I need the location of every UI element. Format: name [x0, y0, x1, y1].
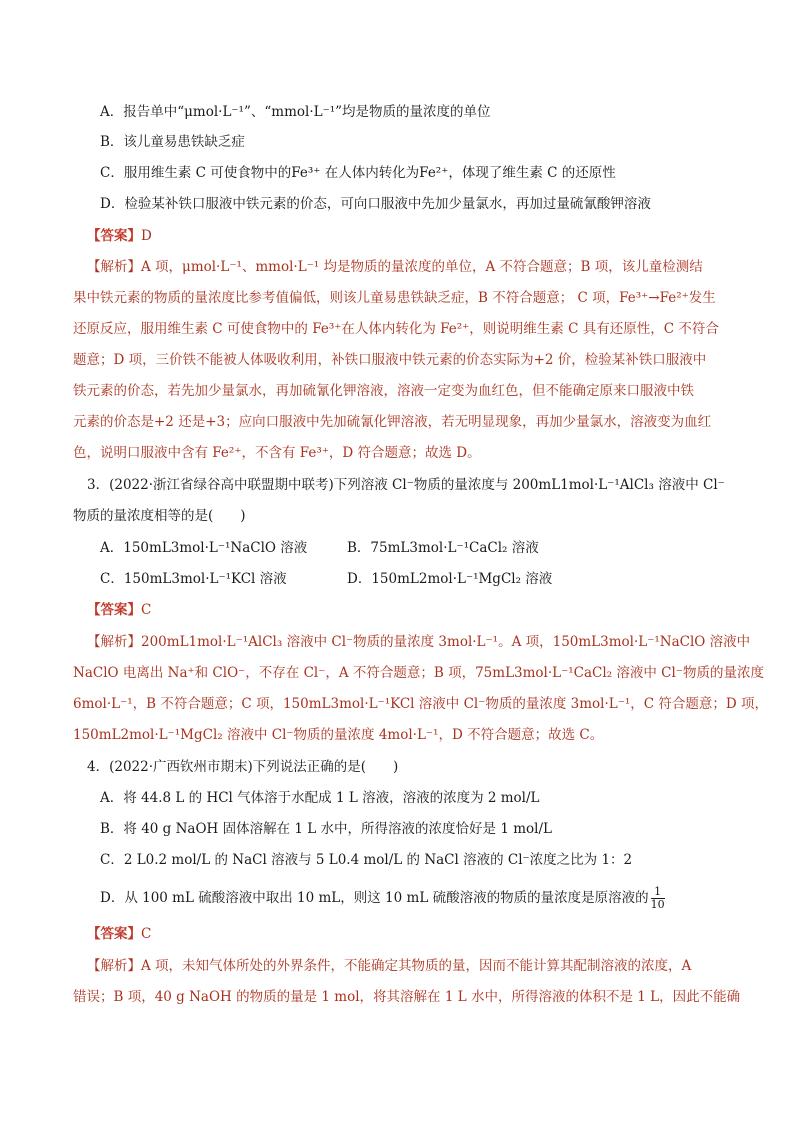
- q4-option-d-text: D．从 100 mL 硫酸溶液中取出 10 mL，则这 10 mL 硫酸溶液的物质的量浓度是原溶液的: [100, 890, 649, 906]
- q4-explanation-line-2: 错误；B 项，40 g NaOH 的物质的量是 1 mol，将其溶解在 1 L 水中，所得溶液的体积不是 1 L，因此不能确: [73, 989, 741, 1005]
- q2-option-b: B．该儿童易患铁缺乏症: [100, 134, 245, 150]
- answer-label: 【答案】: [87, 602, 141, 618]
- answer-label: 【答案】: [87, 228, 141, 244]
- q2-answer: [87, 227, 152, 245]
- q3-explanation-line-1: [87, 633, 750, 651]
- explanation-label: 【解析】: [87, 958, 141, 974]
- q3-answer: [87, 601, 151, 619]
- q3-stem-line-1: 3．(2022·浙江省绿谷高中联盟期中联考)下列溶液 Cl⁻物质的量浓度与 200mL1mol·L⁻¹AlCl₃ 溶液中 Cl⁻: [87, 477, 725, 493]
- q2-explanation-line-5: 铁元素的价态，若先加少量氯水，再加硫氰化钾溶液，溶液一定变为血红色，但不能确定原来口服液中铁: [73, 383, 694, 399]
- explanation-text: A 项，μmol·L⁻¹、mmol·L⁻¹ 均是物质的量浓度的单位，A 不符合题意；B 项，该儿童检测结: [141, 259, 703, 275]
- explanation-label: 【解析】: [87, 259, 141, 275]
- explanation-text: 200mL1mol·L⁻¹AlCl₃ 溶液中 Cl⁻物质的量浓度 3mol·L⁻¹。A 项，150mL3mol·L⁻¹NaClO 溶液中: [141, 634, 751, 650]
- q2-explanation-line-1: [87, 258, 703, 276]
- q2-option-c: C．服用维生素 C 可使食物中的Fe³⁺ 在人体内转化为Fe²⁺，体现了维生素 C 的还原性: [100, 165, 616, 181]
- q3-explanation-line-3: 6mol·L⁻¹，B 不符合题意；C 项，150mL3mol·L⁻¹KCl 溶液中 Cl⁻物质的量浓度 3mol·L⁻¹，C 符合题意；D 项，: [73, 696, 769, 712]
- q4-option-a: A．将 44.8 L 的 HCl 气体溶于水配成 1 L 溶液，溶液的浓度为 2 mol/L: [100, 790, 540, 806]
- q3-explanation-line-2: NaClO 电离出 Na⁺和 ClO⁻，不存在 Cl⁻，A 不符合题意；B 项，75mL3mol·L⁻¹CaCl₂ 溶液中 Cl⁻物质的量浓度: [73, 665, 764, 681]
- q2-explanation-line-3: 还原反应，服用维生素 C 可使食物中的 Fe³⁺在人体内转化为 Fe²⁺，则说明维生素 C 具有还原性，C 不符合: [73, 321, 719, 337]
- explanation-text: A 项，未知气体所处的外界条件，不能确定其物质的量，因而不能计算其配制溶液的浓度，A: [141, 958, 692, 974]
- q2-explanation-line-6: 元素的价态是+2 还是+3；应向口服液中先加硫氰化钾溶液，若无明显现象，再加少量氯水，溶液变为血红: [73, 414, 712, 430]
- fraction: [651, 886, 665, 911]
- q3-option-d: D．150mL2mol·L⁻¹MgCl₂ 溶液: [347, 571, 553, 587]
- q4-option-c: C．2 L0.2 mol/L 的 NaCl 溶液与 5 L0.4 mol/L 的 NaCl 溶液的 Cl⁻浓度之比为 1：2: [100, 852, 633, 868]
- q3-option-a: A．150mL3mol·L⁻¹NaClO 溶液: [100, 540, 308, 556]
- q2-option-d: D．检验某补铁口服液中铁元素的价态，可向口服液中先加少量氯水，再加过量硫氰酸钾溶液: [100, 196, 651, 212]
- q4-option-d: [100, 886, 665, 911]
- q3-option-b: B．75mL3mol·L⁻¹CaCl₂ 溶液: [347, 540, 539, 556]
- explanation-label: 【解析】: [87, 634, 141, 650]
- q4-stem: 4．(2022·广西钦州市期末)下列说法正确的是( ): [87, 759, 399, 775]
- answer-value: C: [141, 926, 152, 942]
- q4-option-b: B．将 40 g NaOH 固体溶解在 1 L 水中，所得溶液的浓度恰好是 1 mol/L: [100, 821, 552, 837]
- q3-option-c: C．150mL3mol·L⁻¹KCl 溶液: [100, 571, 287, 587]
- q2-explanation-line-2: 果中铁元素的物质的量浓度比参考值偏低，则该儿童易患铁缺乏症，B 不符合题意； C 项，Fe³⁺→Fe²⁺发生: [73, 290, 716, 306]
- q4-explanation-line-1: [87, 957, 691, 975]
- q2-explanation-line-4: 题意；D 项，三价铁不能被人体吸收利用，补铁口服液中铁元素的价态实际为+2 价，检验某补铁口服液中: [73, 352, 707, 368]
- q2-option-a: A．报告单中“μmol·L⁻¹”、“mmol·L⁻¹”均是物质的量浓度的单位: [100, 104, 491, 120]
- q3-explanation-line-4: 150mL2mol·L⁻¹MgCl₂ 溶液中 Cl⁻物质的量浓度 4mol·L⁻¹，D 不符合题意；故选 C。: [73, 727, 604, 743]
- answer-value: D: [141, 228, 152, 244]
- q4-answer: [87, 925, 151, 943]
- answer-value: C: [141, 602, 152, 618]
- answer-label: 【答案】: [87, 926, 141, 942]
- q2-explanation-line-7: 色，说明口服液中含有 Fe²⁺，不含有 Fe³⁺，D 符合题意；故选 D。: [73, 445, 481, 461]
- q3-stem-line-2: 物质的量浓度相等的是( ): [73, 508, 246, 524]
- fraction-denominator: 10: [650, 898, 665, 911]
- fraction-numerator: 1: [651, 886, 665, 899]
